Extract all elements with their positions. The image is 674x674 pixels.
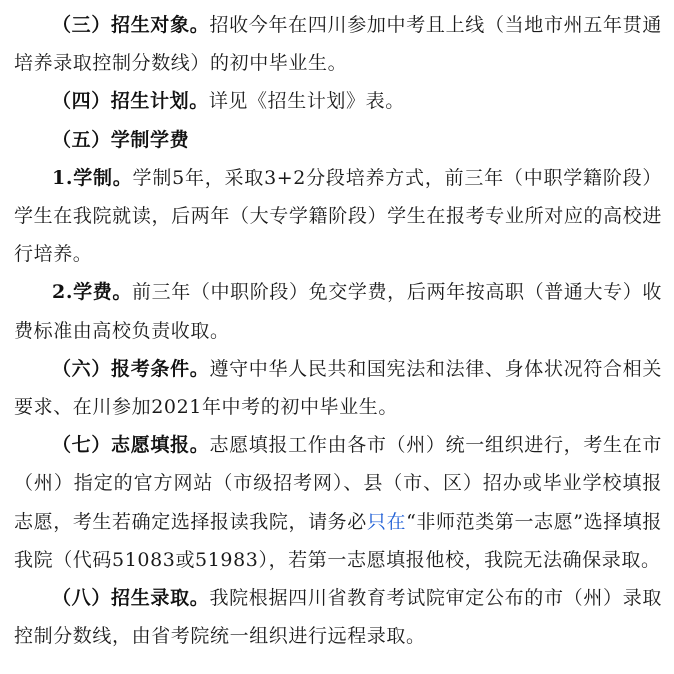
text-schooling-system: 学制5年，采取3+2分段培养方式，前三年（中职学籍阶段）学生在我院就读，后两年（大专学籍阶段）学生在报考专业所对应的高校进行培养。 [14, 166, 662, 266]
heading-schooling-system: 1.学制。 [52, 166, 133, 189]
paragraph-enrollment-target [14, 6, 662, 82]
paragraph-enrollment-plan [14, 82, 662, 120]
heading-admission: （八）招生录取。 [52, 587, 210, 610]
text-tuition: 前三年（中职阶段）免交学费，后两年按高职（普通大专）收费标准由高校负责收取。 [14, 281, 662, 342]
text-application-part2: “非师范类第一志愿”选择填报我院（代码51083或51983），若第一志愿填报他校，我院无法确保录取。 [14, 510, 662, 571]
text-enrollment-plan: 详见《招生计划》表。 [208, 90, 405, 113]
heading-tuition: 2.学费。 [52, 281, 132, 304]
paragraph-tuition [14, 273, 662, 349]
text-admission: 我院根据四川省教育考试院审定公布的市（州）录取控制分数线，由省考院统一组织进行远程录取。 [14, 587, 662, 648]
text-enrollment-target: 招收今年在四川参加中考且上线（当地市州五年贯通培养录取控制分数线）的初中毕业生。 [14, 14, 662, 75]
paragraph-admission [14, 579, 662, 655]
text-application-part1: 志愿填报工作由各市（州）统一组织进行，考生在市（州）指定的官方网站（市级招考网）、县（市、区）招办或毕业学校填报志愿，考生若确定选择报读我院，请务必 [14, 434, 662, 533]
paragraph-application [14, 426, 662, 579]
heading-schooling-fees: （五）学制学费 [52, 128, 190, 151]
heading-application: （七）志愿填报。 [52, 434, 210, 457]
paragraph-schooling-fees [14, 121, 662, 159]
heading-enrollment-plan: （四）招生计划。 [52, 90, 209, 113]
heading-enrollment-target: （三）招生对象。 [52, 14, 210, 36]
paragraph-schooling-system [14, 159, 662, 274]
paragraph-eligibility [14, 350, 662, 426]
highlight-only-in: 只在 [366, 510, 407, 533]
heading-eligibility: （六）报考条件。 [52, 357, 210, 380]
text-eligibility: 遵守中华人民共和国宪法和法律、身体状况符合相关要求、在川参加2021年中考的初中毕业生。 [14, 357, 662, 419]
document-body [14, 6, 662, 655]
